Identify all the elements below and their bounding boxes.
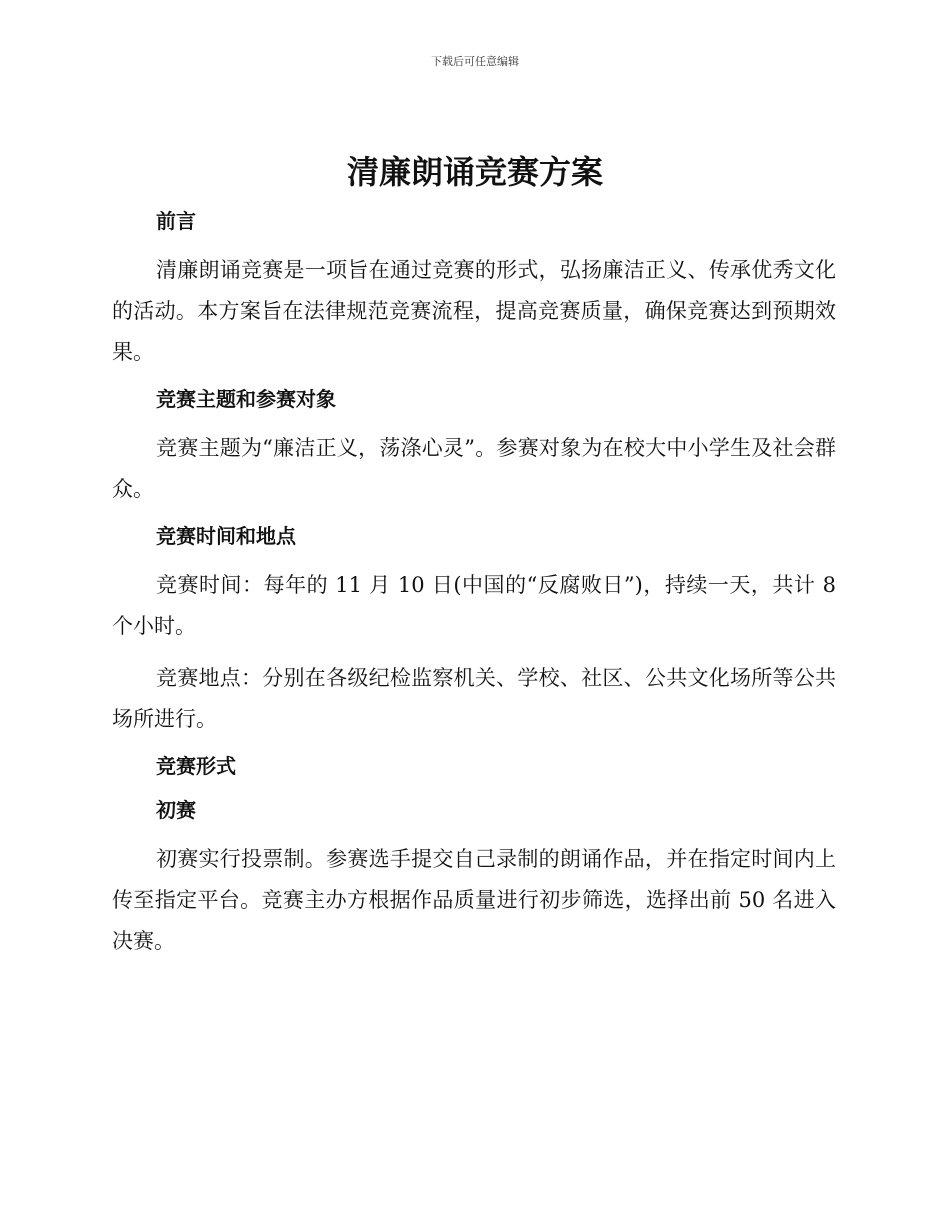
paragraph-place: 竞赛地点：分别在各级纪检监察机关、学校、社区、公共文化场所等公共场所进行。 — [112, 666, 836, 731]
document-body — [112, 200, 836, 973]
section-heading-preface: 前言 — [156, 209, 196, 233]
paragraph-preface: 清廉朗诵竞赛是一项旨在通过竞赛的形式，弘扬廉洁正义、传承优秀文化的活动。本方案旨在法律规范竞赛流程，提高竞赛质量，确保竞赛达到预期效果。 — [112, 258, 836, 364]
paragraph-time: 竞赛时间：每年的 11 月 10 日(中国的“反腐败日”)，持续一天，共计 8 个小时。 — [112, 573, 836, 638]
section-heading-time-place: 竞赛时间和地点 — [156, 524, 296, 548]
document-title: 清廉朗诵竞赛方案 — [346, 153, 603, 191]
paragraph-prelim: 初赛实行投票制。参赛选手提交自己录制的朗诵作品，并在指定时间内上传至指定平台。竞赛主办方根据作品质量进行初步筛选，选择出前 50 名进入决赛。 — [112, 847, 836, 953]
paragraph-theme: 竞赛主题为“廉洁正义，荡涤心灵”。参赛对象为在校大中小学生及社会群众。 — [112, 436, 836, 501]
header-note: 下载后可任意编辑 — [431, 55, 519, 68]
section-heading-format: 竞赛形式 — [156, 754, 236, 778]
section-heading-theme: 竞赛主题和参赛对象 — [156, 387, 336, 411]
section-heading-prelim: 初赛 — [156, 798, 196, 822]
